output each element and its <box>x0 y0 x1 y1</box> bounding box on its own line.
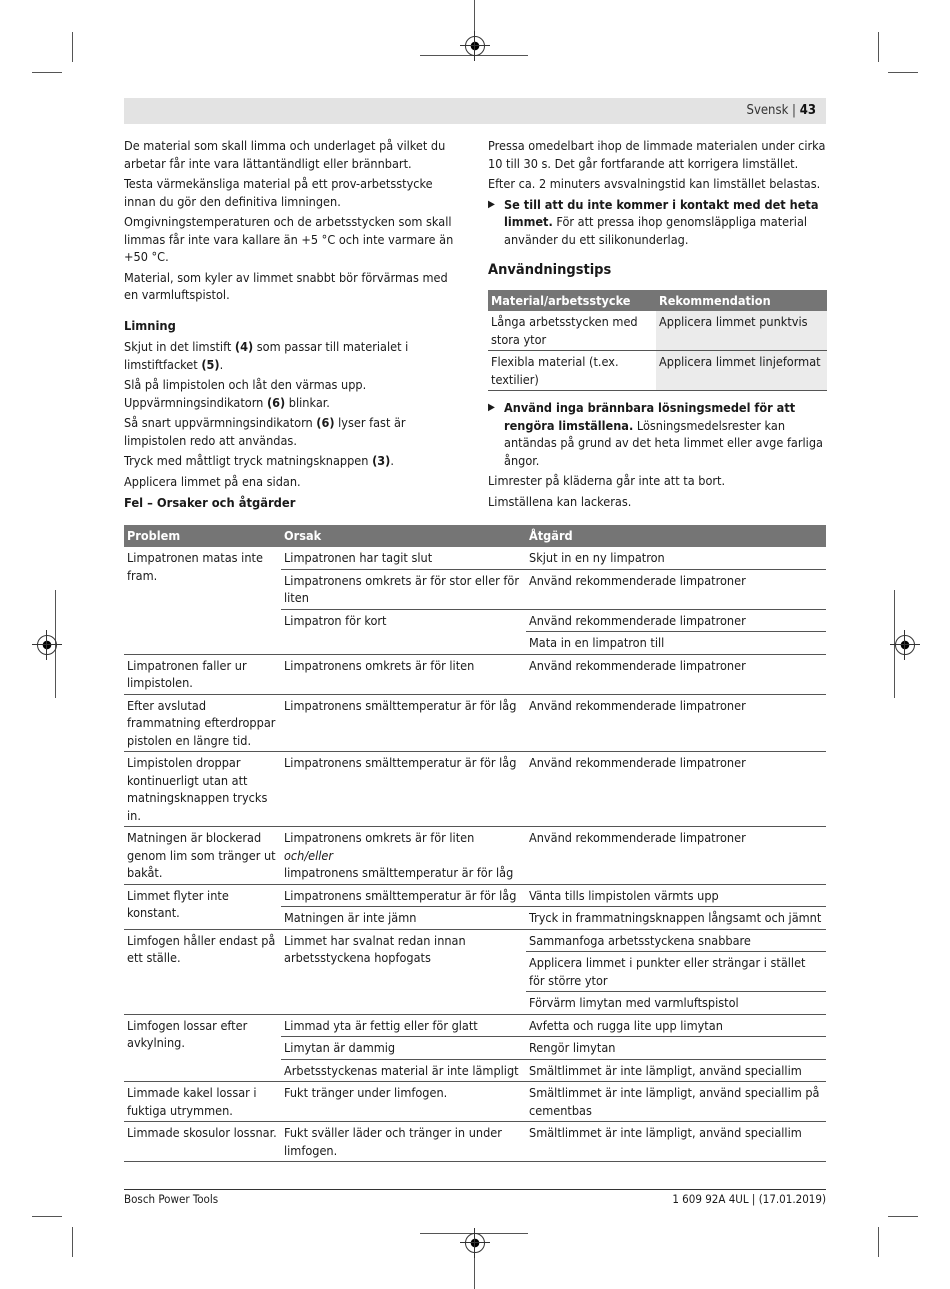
crop-mark <box>878 32 879 62</box>
problem-cell: Efter avslutad frammatning efterdroppar pistolen en längre tid. <box>124 694 281 752</box>
tips-header-recommendation: Rekommendation <box>656 290 827 312</box>
problem-cell: Limmade kakel lossar i fuktiga utrymmen. <box>124 1082 281 1122</box>
page-number: 43 <box>799 103 816 118</box>
paragraph: De material som skall limma och underlaget på vilket du arbetar får inte vara lättantändligt eller brännbart. <box>124 138 446 171</box>
table-row: Limmade kakel lossar i fuktiga utrymmen. Fukt tränger under limfogen. Smältlimmet är inte lämpligt, använd speciallim på cementbas <box>124 1082 826 1122</box>
paragraph: Så snart uppvärmningsindikatorn (6) lyser fast är limpistolen redo att användas. <box>124 415 406 448</box>
registration-mark-icon <box>465 36 485 56</box>
problem-cell: Limfogen lossar efter avkylning. <box>124 1014 281 1082</box>
right-column <box>488 137 826 513</box>
paragraph: Skjut in det limstift (4) som passar till materialet i limstiftfacket (5). <box>124 339 409 372</box>
problem-cell: Limmet flyter inte konstant. <box>124 884 281 929</box>
problem-cell: Limpatronen matas inte fram. <box>124 547 281 654</box>
paragraph: Slå på limpistolen och låt den värmas upp. Uppvärmningsindikatorn (6) blinkar. <box>124 377 367 410</box>
crop-mark <box>878 1227 879 1257</box>
table-row: Applicera limmet i punkter eller strängar i stället för större ytor <box>124 952 826 992</box>
table-row: Limpatronens omkrets är för stor eller för liten Använd rekommenderade limpatroner <box>124 569 826 609</box>
header-problem: Problem <box>124 525 281 547</box>
crop-mark <box>888 1216 918 1217</box>
crop-mark <box>32 1216 62 1217</box>
warning-bullet: ▶ Se till att du inte kommer i kontakt med det heta limmet. För att pressa ihop genomsläppliga material använder du ett silikonunderlag. <box>488 196 826 249</box>
footer-doc-id: 1 609 92A 4UL | (17.01.2019) <box>672 1192 826 1206</box>
table-row: Efter avslutad frammatning efterdroppar pistolen en längre tid. Limpatronens smälttemperatur är för låg Använd rekommenderade limpatroner <box>124 694 826 752</box>
table-row: Limfogen lossar efter avkylning. Limmad yta är fettig eller för glatt Avfetta och rugga lite upp limytan <box>124 1014 826 1037</box>
table-row: Matningen är inte jämn Tryck in frammatningsknappen långsamt och jämnt <box>124 907 826 930</box>
crop-mark <box>32 72 62 73</box>
table-row: Limmet flyter inte konstant. Limpatronens smälttemperatur är för låg Vänta tills limpistolen värmts upp <box>124 884 826 907</box>
problem-cell: Limpistolen droppar kontinuerligt utan att matningsknappen trycks in. <box>124 752 281 827</box>
table-row: Limfogen håller endast på ett ställe. Limmet har svalnat redan innan arbetsstyckena hopfogats Sammanfoga arbetsstyckena snabbare <box>124 929 826 952</box>
table-row: Mata in en limpatron till <box>124 632 826 655</box>
paragraph: Efter ca. 2 minuters avsvalningstid kan limstället belastas. <box>488 176 821 191</box>
table-row: Matningen är blockerad genom lim som tränger ut bakåt. Limpatronens omkrets är för liten och/eller limpatronens smälttemperatur är för låg Använd rekommenderade limpatroner <box>124 827 826 885</box>
table-row: Flexibla material (t.ex. textilier) Applicera limmet linjeformat <box>488 351 827 391</box>
fault-table <box>124 525 826 1162</box>
tips-table <box>488 290 827 392</box>
registration-mark-icon <box>895 635 915 655</box>
table-row: Limpistolen droppar kontinuerligt utan att matningsknappen trycks in. Limpatronens smälttemperatur är för låg Använd rekommenderade limpatroner <box>124 752 826 827</box>
paragraph: Applicera limmet på ena sidan. <box>124 473 301 489</box>
table-row: Limytan är dammig Rengör limytan <box>124 1037 826 1060</box>
registration-mark-icon <box>465 1233 485 1253</box>
crop-mark <box>72 32 73 62</box>
paragraph: Limrester på kläderna går inte att ta bort. <box>488 473 726 488</box>
table-row: Limmade skosulor lossnar. Fukt sväller läder och tränger in under limfogen. Smältlimmet är inte lämpligt, använd speciallim <box>124 1122 826 1162</box>
paragraph: Omgivningstemperaturen och de arbetsstycken som skall limmas får inte vara kallare än +5 °C och inte varmare än +50 °C. <box>124 214 454 264</box>
footer-rule <box>124 1189 826 1190</box>
warning-bullet: ▶ Använd inga brännbara lösningsmedel för att rengöra limställena. Lösningsmedelsrester kan antändas på grund av det heta limmet eller avge farliga ångor. <box>488 399 826 469</box>
problem-cell: Matningen är blockerad genom lim som tränger ut bakåt. <box>124 827 281 885</box>
paragraph: Limställena kan lackeras. <box>488 493 632 509</box>
table-row: Långa arbetsstycken med stora ytor Applicera limmet punktvis <box>488 311 827 351</box>
problem-cell: Limfogen håller endast på ett ställe. <box>124 929 281 1014</box>
table-row: Limpatronen faller ur limpistolen. Limpatronens omkrets är för liten Använd rekommenderade limpatroner <box>124 654 826 694</box>
left-column <box>124 137 464 493</box>
crop-mark <box>72 1227 73 1257</box>
crop-mark <box>474 1253 475 1289</box>
section-heading-tips: Användningstips <box>488 262 612 278</box>
table-row: Arbetsstyckenas material är inte lämpligt Smältlimmet är inte lämpligt, använd speciallim <box>124 1059 826 1082</box>
page-header <box>124 98 826 124</box>
header-text: Svensk | 43 <box>746 103 816 118</box>
header-atgard: Åtgärd <box>526 525 826 547</box>
header-language: Svensk <box>746 103 789 118</box>
problem-cell: Limpatronen faller ur limpistolen. <box>124 654 281 694</box>
table-row: Förvärm limytan med varmluftspistol <box>124 992 826 1015</box>
problem-cell: Limmade skosulor lossnar. <box>124 1122 281 1162</box>
section-heading-limning: Limning <box>124 318 176 334</box>
header-orsak: Orsak <box>281 525 526 547</box>
paragraph: Tryck med måttligt tryck matningsknappen (3). <box>124 453 394 468</box>
paragraph: Material, som kyler av limmet snabbt bör förvärmas med en varmluftspistol. <box>124 269 448 302</box>
footer-brand: Bosch Power Tools <box>124 1192 219 1206</box>
table-row: Limpatronen matas inte fram. Limpatronen har tagit slut Skjut in en ny limpatron <box>124 547 826 569</box>
registration-mark-icon <box>37 635 57 655</box>
crop-mark <box>888 72 918 73</box>
tips-header-material: Material/arbetsstycke <box>488 290 656 312</box>
paragraph: Pressa omedelbart ihop de limmade materialen under cirka 10 till 30 s. Det går fortfarande att korrigera limstället. <box>488 138 826 171</box>
table-row: Limpatron för kort Använd rekommenderade limpatroner <box>124 609 826 632</box>
paragraph: Testa värmekänsliga material på ett prov-arbetsstycke innan du gör den definitiva limningen. <box>124 176 433 209</box>
fault-table-title: Fel – Orsaker och åtgärder <box>124 496 296 511</box>
